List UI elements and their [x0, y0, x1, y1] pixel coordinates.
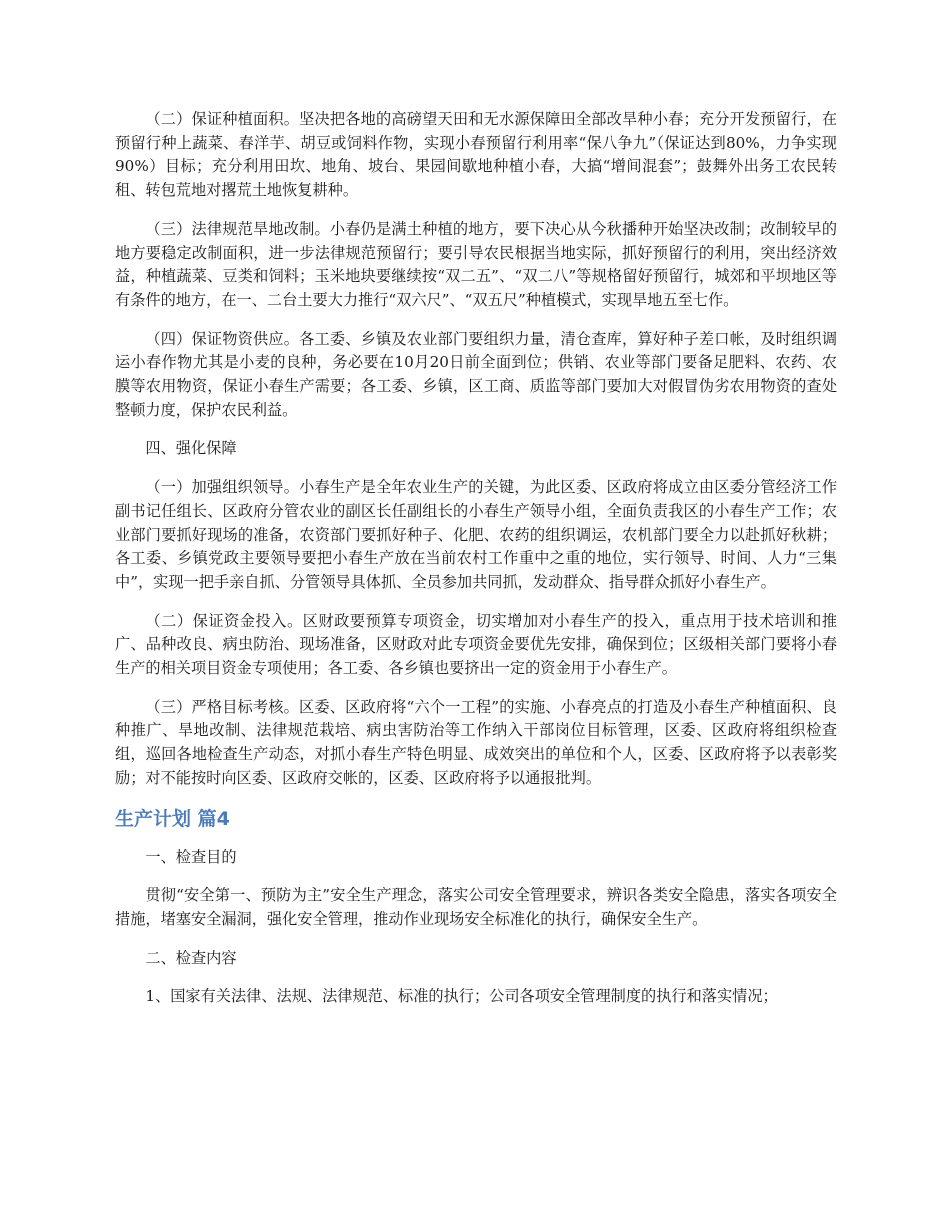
- section-heading: 生产计划 篇4: [115, 807, 230, 830]
- paragraph-inspection-purpose: 贯彻“安全第一、预防为主”安全生产理念，落实公司安全管理要求，辨识各类安全隐患，落实各项安全措施，堵塞安全漏洞，强化安全管理，推动作业现场安全标准化的执行，确保安全生产。: [115, 886, 837, 928]
- subheading-inspection-content: 二、检查内容: [145, 948, 237, 967]
- subheading-strengthen-guarantee: 四、强化保障: [145, 439, 237, 458]
- paragraph-planting-area: （二）保证种植面积。坚决把各地的高磅望天田和无水源保障田全部改旱种小春；充分开发预留行，在预留行种上蔬菜、春洋芋、胡豆或饲料作物，实现小春预留行利用率“保八争九”（保证达到80%，力争实现90%）目标；充分利用田坎、地角、坡台、果园间歇地种植小春，大搞“增间混套”；鼓舞外出务工农民转租、转包荒地对撂荒土地恢复耕种。: [115, 110, 837, 200]
- subheading-inspection-purpose: 一、检查目的: [145, 847, 237, 866]
- paragraph-funding-input: （二）保证资金投入。区财政要预算专项资金，切实增加对小春生产的投入，重点用于技术培训和推广、品种改良、病虫防治、现场准备，区财政对此专项资金要优先安排，确保到位；区级相关部门要将小春生产的相关项目资金专项使用；各工委、各乡镇也要挤出一定的资金用于小春生产。: [115, 611, 837, 678]
- paragraph-inspection-item-1: 1、国家有关法律、法规、法律规范、标准的执行；公司各项安全管理制度的执行和落实情况；: [145, 987, 778, 1006]
- paragraph-organization-leadership: （一）加强组织领导。小春生产是全年农业生产的关键，为此区委、区政府将成立由区委分管经济工作副书记任组长、区政府分管农业的副区长任副组长的小春生产领导小组，全面负责我区的小春生产工作；农业部门要抓好现场的准备，农资部门要抓好种子、化肥、农药的组织调运，农机部门要全力以赴抓好秋耕；各工委、乡镇党政主要领导要把小春生产放在当前农村工作重中之重的地位，实行领导、时间、人力“三集中”，实现一把手亲自抓、分管领导具体抓、全员参加共同抓，发动群众、指导群众抓好小春生产。: [115, 478, 837, 591]
- paragraph-target-assessment: （三）严格目标考核。区委、区政府将“六个一工程”的实施、小春亮点的打造及小春生产种植面积、良种推广、旱地改制、法律规范栽培、病虫害防治等工作纳入干部岗位目标管理，区委、区政府将组织检查组，巡回各地检查生产动态，对抓小春生产特色明显、成效突出的单位和个人，区委、区政府将予以表彰奖励；对不能按时向区委、区政府交帐的，区委、区政府将予以通报批判。: [115, 697, 837, 787]
- paragraph-material-supply: （四）保证物资供应。各工委、乡镇及农业部门要组织力量，清仓查库，算好种子差口帐，及时组织调运小春作物尤其是小麦的良种，务必要在10月20日前全面到位；供销、农业等部门要备足肥料、农药、农膜等农用物资，保证小春生产需要；各工委、乡镇，区工商、质监等部门要加大对假冒伪劣农用物资的查处整顿力度，保护农民利益。: [115, 329, 837, 419]
- paragraph-dryland-reform: （三）法律规范旱地改制。小春仍是满土种植的地方，要下决心从今秋播种开始坚决改制；改制较早的地方要稳定改制面积，进一步法律规范预留行；要引导农民根据当地实际，抓好预留行的利用，突出经济效益，种植蔬菜、豆类和饲料；玉米地块要继续按“双二五”、“双二八”等规格留好预留行，城郊和平坝地区等有条件的地方，在一、二台土要大力推行“双六尺”、“双五尺”种植模式，实现旱地五至七作。: [115, 219, 837, 309]
- document-page: [115, 108, 837, 1024]
